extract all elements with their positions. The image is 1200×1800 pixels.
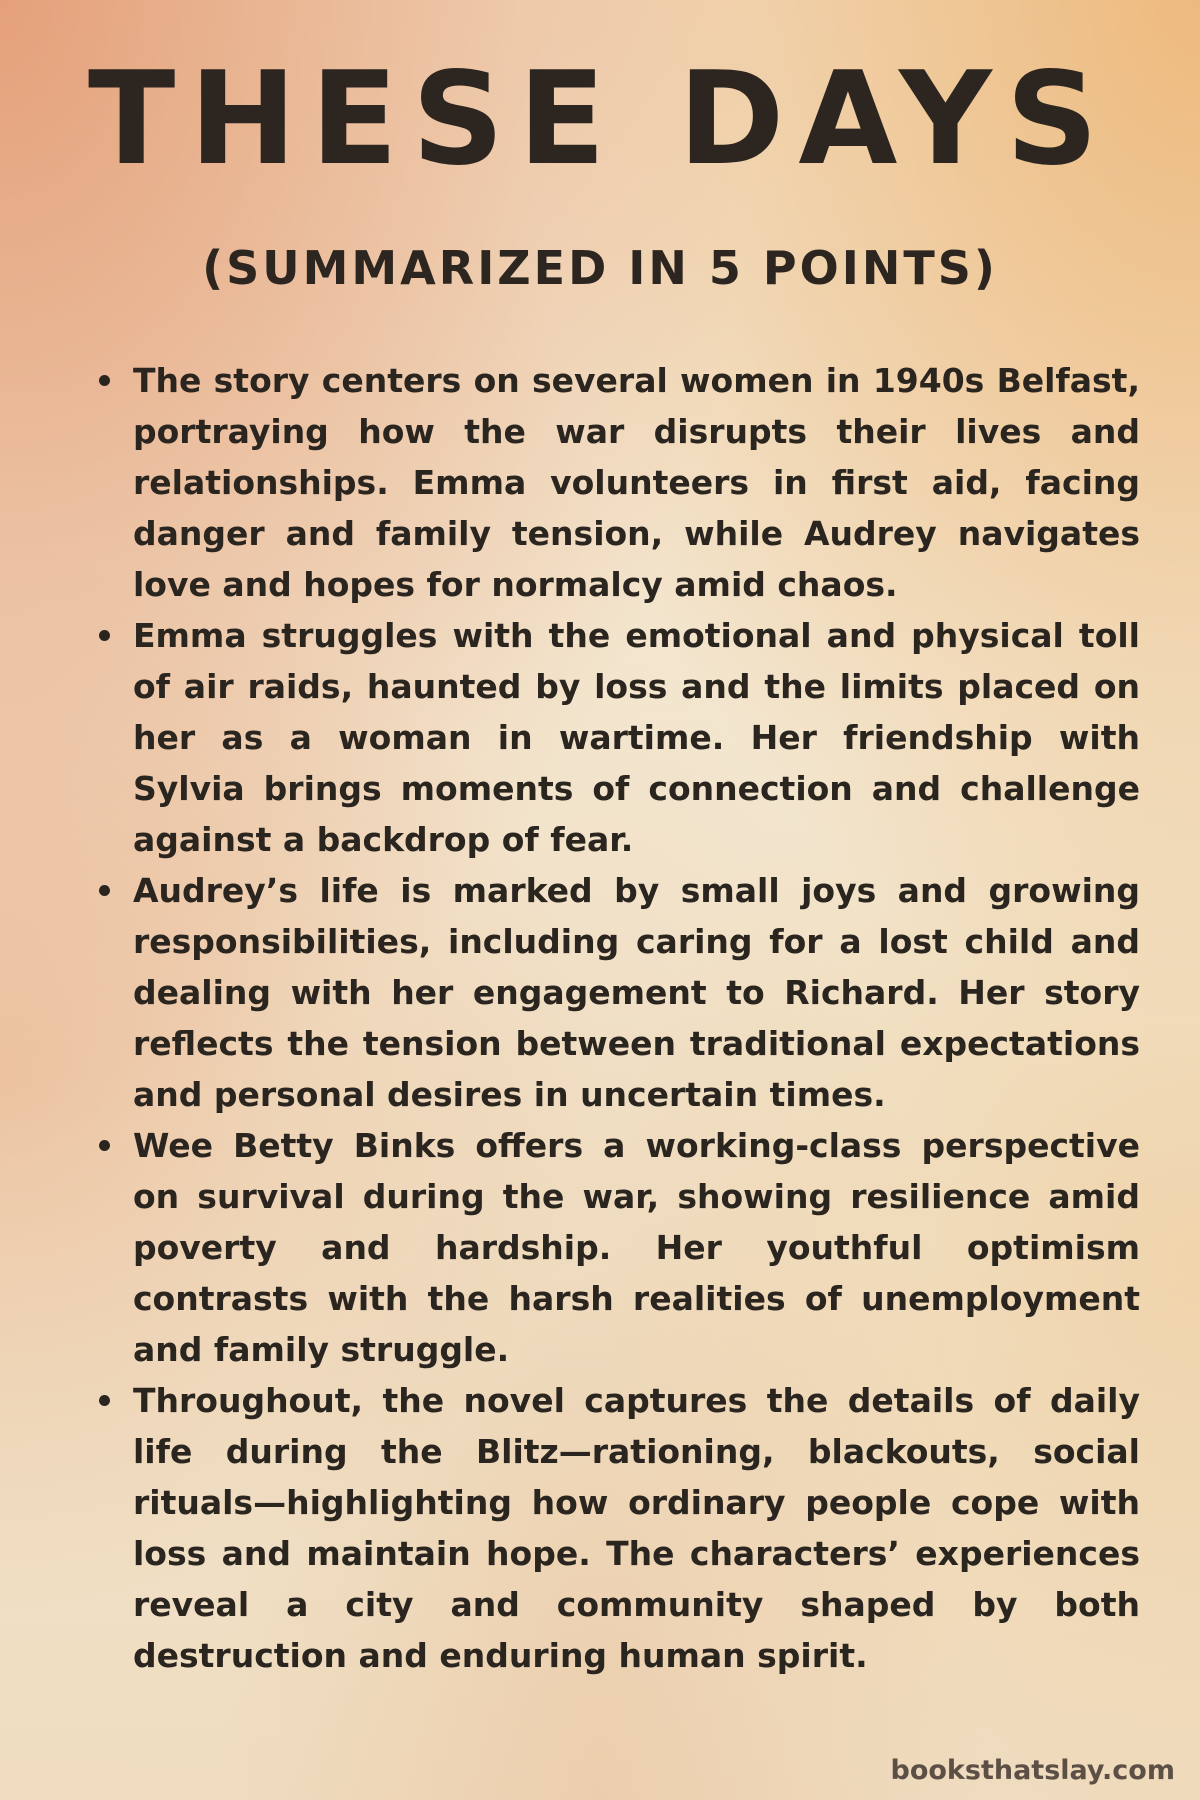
summary-point-text: The story centers on several women in 1940s Belfast, portraying how the war disrupts their lives and relationships. Emma volunteers in first aid, facing danger and family tension, while Audrey navigates love and hopes for normalcy amid chaos. bbox=[133, 361, 1140, 604]
summary-point-text: Throughout, the novel captures the details of daily life during the Blitz—rationing, blackouts, social rituals—highlighting how ordinary people cope with loss and maintain hope. The characters’ experiences reveal a city and community shaped by both destruction and enduring human spirit. bbox=[133, 1381, 1140, 1675]
site-watermark: booksthatslay.com bbox=[890, 1755, 1175, 1786]
summary-point-text: Emma struggles with the emotional and physical toll of air raids, haunted by loss and the limits placed on her as a woman in wartime. Her friendship with Sylvia brings moments of connection and challenge against a backdrop of fear. bbox=[133, 616, 1140, 859]
page-title: THESE DAYS bbox=[88, 45, 1112, 194]
bullet-icon bbox=[99, 885, 110, 896]
bullet-icon bbox=[99, 1140, 110, 1151]
bullet-icon bbox=[99, 375, 110, 386]
summary-point-2 bbox=[95, 610, 1140, 865]
summary-point-5 bbox=[95, 1375, 1140, 1681]
page-subtitle: (SUMMARIZED IN 5 POINTS) bbox=[202, 241, 998, 295]
bullet-icon bbox=[99, 1395, 110, 1406]
summary-point-text: Audrey’s life is marked by small joys and growing responsibilities, including caring for a lost child and dealing with her engagement to Richard. Her story reflects the tension between traditional expectations and personal desires in uncertain times. bbox=[133, 871, 1140, 1114]
summary-point-4 bbox=[95, 1120, 1140, 1375]
summary-point-1 bbox=[95, 355, 1140, 610]
bullet-icon bbox=[99, 630, 110, 641]
summary-point-3 bbox=[95, 865, 1140, 1120]
summary-point-text: Wee Betty Binks offers a working-class perspective on survival during the war, showing resilience amid poverty and hardship. Her youthful optimism contrasts with the harsh realities of unemployment and family struggle. bbox=[133, 1126, 1140, 1369]
summary-points-list bbox=[95, 355, 1140, 1681]
